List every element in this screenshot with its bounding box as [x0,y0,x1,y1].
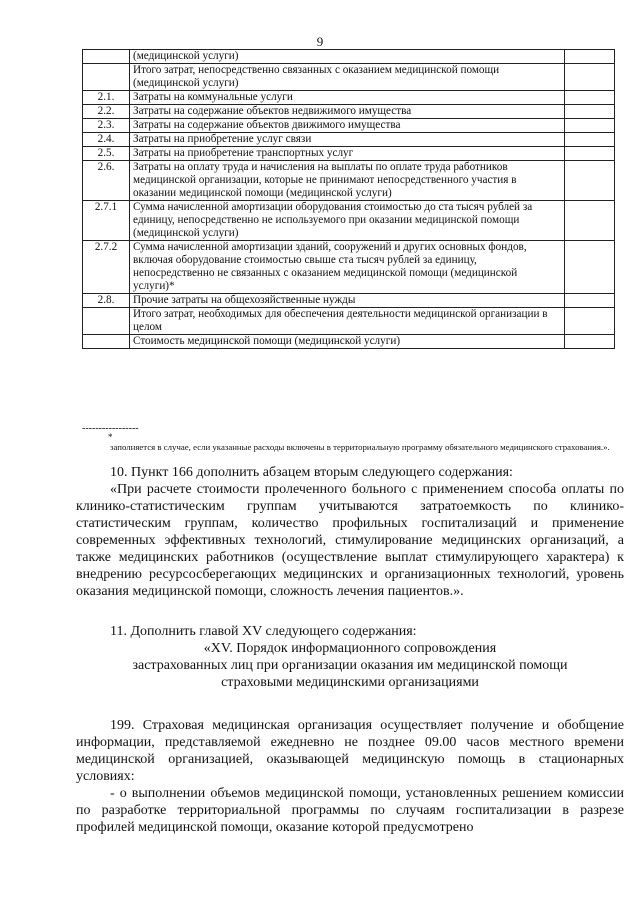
row-description: Затраты на оплату труда и начисления на выплаты по оплате труда работников медицинской организации, которые не принимают непосредственного участия в оказании медицинской помощи (медицинской услуги) [130,161,565,201]
row-description: Итого затрат, необходимых для обеспечения деятельности медицинской организации в целом [130,308,565,335]
item-11 [76,623,624,691]
row-number: 2.7.1 [83,201,130,241]
row-number: 2.4. [83,133,130,147]
item-199-bullet: - о выполнении объемов медицинской помощи, установленных решением комиссии по разработке территориальной программы по случаям госпитализации в разрезе профилей медицинской помощи, оказание которой предусмотрено [76,786,624,835]
table-row [83,105,615,119]
table-row [83,335,615,349]
table-row [83,241,615,294]
row-description: Прочие затраты на общехозяйственные нужды [130,294,565,308]
table-row [83,64,615,91]
row-number: 2.1. [83,91,130,105]
item-10 [76,464,624,600]
row-number: 2.5. [83,147,130,161]
row-value [565,147,615,161]
footnote-text: заполняется в случае, если указанные расходы включены в территориальную программу обязательного медицинского страхования.». [110,442,610,452]
row-description: Стоимость медицинской помощи (медицинской услуги) [130,335,565,349]
row-description: Затраты на приобретение услуг связи [130,133,565,147]
row-description: Затраты на содержание объектов движимого имущества [130,119,565,133]
footnote-rule: ----------------- [82,423,139,434]
cost-table [82,49,615,349]
chapter-title-line-3: страховыми медицинскими организациями [221,675,479,690]
row-value [565,119,615,133]
table-row [83,133,615,147]
row-number [83,64,130,91]
table-row [83,308,615,335]
table-row [83,147,615,161]
item-10-heading: 10. Пункт 166 дополнить абзацем вторым следующего содержания: [110,465,513,480]
row-number: 2.6. [83,161,130,201]
row-description: Затраты на приобретение транспортных услуг [130,147,565,161]
row-value [565,201,615,241]
item-199-text: 199. Страховая медицинская организация осуществляет получение и обобщение информации, представляемой ежедневно не позднее 09.00 часов местного времени медицинской организацией, оказывающей медицинскую помощь в стационарных условиях: [76,718,624,784]
row-value [565,133,615,147]
row-description: Сумма начисленной амортизации зданий, сооружений и других основных фондов, включая оборудование стоимостью свыше ста тысяч рублей за единицу, непосредственно не связанных с оказанием медицинской помощи (медицинской услуги)* [130,241,565,294]
row-number: 2.8. [83,294,130,308]
row-value [565,241,615,294]
row-description: Сумма начисленной амортизации оборудования стоимостью до ста тысяч рублей за единицу, непосредственно не используемого при оказании медицинской помощи (медицинской услуги) [130,201,565,241]
row-number [83,308,130,335]
page-number: 9 [316,34,324,49]
row-description: Итого затрат, непосредственно связанных с оказанием медицинской помощи (медицинской услуги) [130,64,565,91]
row-value [565,64,615,91]
row-value [565,308,615,335]
row-number: 2.2. [83,105,130,119]
row-description: (медицинской услуги) [130,50,565,64]
footnote-mark: * [108,432,113,442]
row-number [83,50,130,64]
row-value [565,294,615,308]
item-11-heading: 11. Дополнить главой XV следующего содержания: [110,624,417,639]
table-row [83,119,615,133]
table-row [83,161,615,201]
item-10-text: «При расчете стоимости пролеченного больного с применением способа оплаты по клинико-статистическим группам учитываются затратоемкость по клинико-статистическим группам, количество профильных госпитализаций и применение современных эффективных технологий, стимулирование медицинских организаций, а также медицинских работников (осуществление выплат стимулирующего характера) к внедрению ресурсосберегающих медицинских и организационных технологий, уровень оказания медицинской помощи, сложность лечения пациентов.». [76,482,624,599]
row-description: Затраты на коммунальные услуги [130,91,565,105]
row-number: 2.7.2 [83,241,130,294]
row-value [565,335,615,349]
table-row [83,50,615,64]
row-number [83,335,130,349]
item-199 [76,717,624,836]
table-row [83,294,615,308]
chapter-title-line-2: застрахованных лиц при организации оказания им медицинской помощи [132,658,568,673]
row-value [565,50,615,64]
row-value [565,91,615,105]
row-value [565,105,615,119]
row-description: Затраты на содержание объектов недвижимого имущества [130,105,565,119]
row-number: 2.3. [83,119,130,133]
row-value [565,161,615,201]
table-row [83,91,615,105]
chapter-title-line-1: «XV. Порядок информационного сопровождения [203,641,497,656]
table-row [83,201,615,241]
